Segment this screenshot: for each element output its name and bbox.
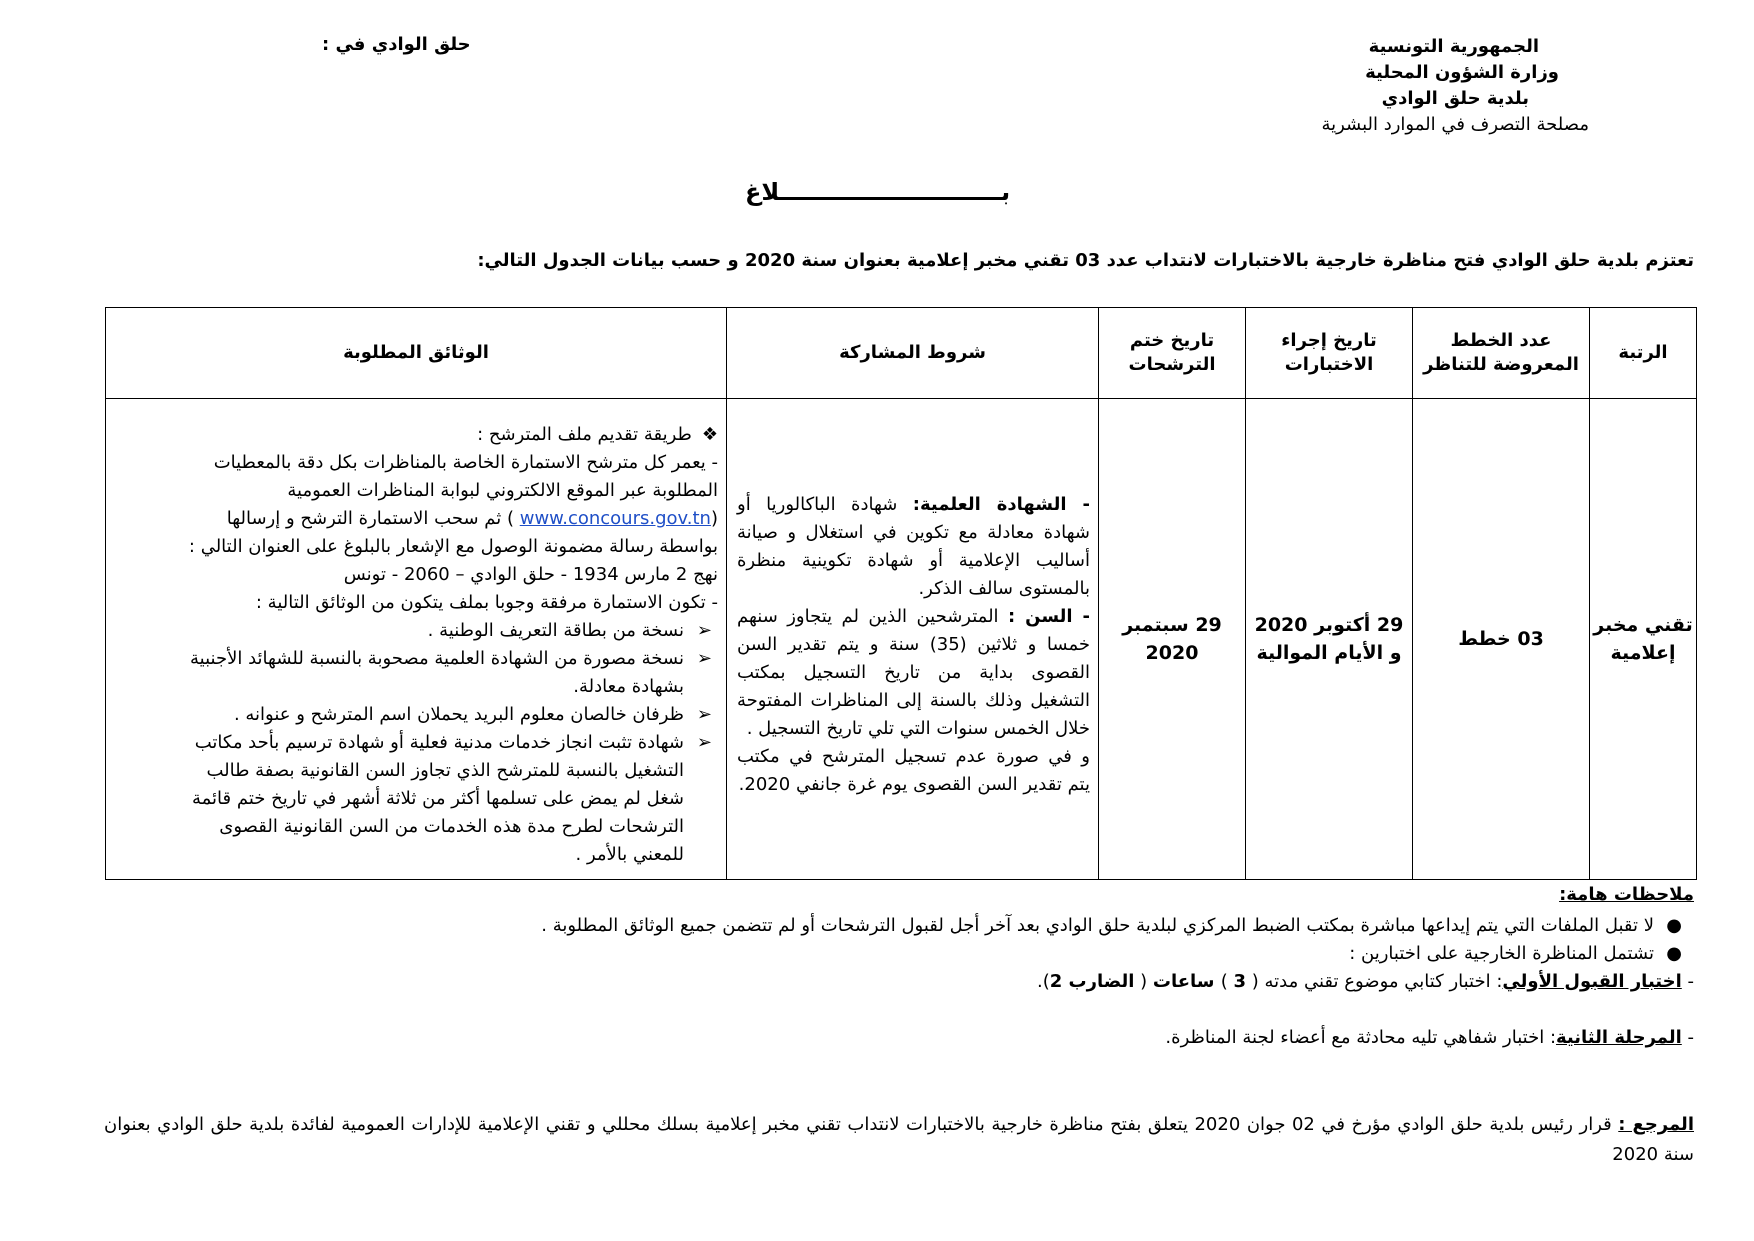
reference-label: المرجع : bbox=[1618, 1114, 1694, 1135]
stage-2-line: - المرحلة الثانية: اختبار شفاهي تليه محادثة مع أعضاء لجنة المناظرة. bbox=[1165, 1027, 1694, 1048]
list-item: ➢ ظرفان خالصان معلوم البريد يحملان اسم المترشح و عنوانه . bbox=[186, 701, 718, 729]
stage-1-hours-word: ساعات bbox=[1152, 971, 1221, 992]
stage-1-coef: الضارب 2 bbox=[1049, 971, 1135, 992]
cell-conditions bbox=[727, 399, 1099, 880]
reference-paragraph bbox=[104, 1110, 1694, 1170]
notes-section bbox=[94, 912, 1694, 1052]
header-close-date: تاريخ ختم الترشحات bbox=[1099, 308, 1246, 399]
arrow-bullet-icon: ➢ bbox=[696, 648, 712, 669]
arrow-bullet-icon: ➢ bbox=[696, 732, 712, 753]
documents-paragraph-2: - تكون الاستمارة مرفقة وجوبا بملف يتكون من الوثائق التالية : bbox=[255, 592, 718, 613]
cell-plans: 03 خطط bbox=[1413, 399, 1590, 880]
department-line: مصلحة التصرف في الموارد البشرية bbox=[1321, 114, 1589, 135]
condition-certificate bbox=[737, 491, 1090, 603]
certificate-label: - الشهادة العلمية: bbox=[912, 494, 1090, 515]
stage-1-text: اختبار كتابي موضوع تقني مدته ( bbox=[1246, 971, 1491, 992]
spacer bbox=[94, 996, 1694, 1024]
documents-p1-after: ) ثم سحب الاستمارة الترشح و إرسالها بواسطة رسالة مضمونة الوصول مع الإشعار بالبلوغ على العنوان التالي : نهج 2 مارس 1934 - حلق الوادي – 2060 - تونس bbox=[188, 508, 718, 585]
documents-paragraph-1 bbox=[186, 449, 718, 589]
stage-1-label: اختبار القبول الأولي bbox=[1502, 971, 1682, 992]
place-date: حلق الوادي في : bbox=[322, 34, 471, 55]
condition-age bbox=[737, 603, 1090, 743]
intro-paragraph: تعتزم بلدية حلق الوادي فتح مناظرة خارجية بالاختبارات لانتداب عدد 03 تقني مخبر إعلامية بعنوان سنة 2020 و حسب بيانات الجدول التالي: bbox=[477, 250, 1694, 271]
documents-p1-before: - يعمر كل مترشح الاستمارة الخاصة بالمناظرات بكل دقة بالمعطيات المطلوبة عبر الموقع الالكتروني لبوابة المناظرات العمومية ( bbox=[213, 452, 718, 529]
bullet-dot-icon: ● bbox=[1666, 915, 1682, 936]
bullet-dot-icon: ● bbox=[1666, 943, 1682, 964]
header-conditions: شروط المشاركة bbox=[727, 308, 1099, 399]
list-item: ➢ نسخة من بطاقة التعريف الوطنية . bbox=[186, 617, 718, 645]
republic-line: الجمهورية التونسية bbox=[1368, 36, 1539, 57]
age-text: المترشحين الذين لم يتجاوز سنهم خمسا و ثلاثين (35) سنة و يتم تقدير السن القصوى بداية من تاريخ التسجيل بمكتب التشغيل وذلك بالسنة إلى المناظرات المفتوحة خلال الخمس سنوات التي تلي تاريخ التسجيل . bbox=[737, 606, 1090, 739]
table-header-row bbox=[106, 308, 1697, 399]
table-row bbox=[106, 399, 1697, 880]
header-rank: الرتبة bbox=[1590, 308, 1697, 399]
competition-table bbox=[105, 307, 1697, 880]
stage-1-line: - اختبار القبول الأولي: اختبار كتابي موضوع تقني مدته ( 3 ) ساعات ( الضارب 2). bbox=[1036, 971, 1694, 992]
age-label: - السن : bbox=[1007, 606, 1090, 627]
condition-extra: و في صورة عدم تسجيل المترشح في مكتب يتم تقدير السن القصوى يوم غرة جانفي 2020. bbox=[737, 746, 1090, 795]
ministry-line: وزارة الشؤون المحلية bbox=[1365, 62, 1559, 83]
arrow-bullet-icon: ➢ bbox=[696, 620, 712, 641]
header-plans: عدد الخطط المعروضة للتناظر bbox=[1413, 308, 1590, 399]
cell-documents bbox=[106, 399, 727, 880]
method-title: طريقة تقديم ملف المترشح : bbox=[477, 424, 692, 445]
certificate-text: شهادة الباكالوريا أو شهادة معادلة مع تكوين في استغلال و صيانة أساليب الإعلامية أو شهادة تكوينية منظرة بالمستوى سالف الذكر. bbox=[737, 494, 1090, 599]
arrow-bullet-icon: ➢ bbox=[696, 704, 712, 725]
cell-close-date: 29 سبتمبر 2020 bbox=[1099, 399, 1246, 880]
reference-text: قرار رئيس بلدية حلق الوادي مؤرخ في 02 جوان 2020 يتعلق بفتح مناظرة خارجية بالاختبارات لانتداب تقني مخبر إعلامية بسلك محللي و تقني الإعلامية للإدارات العمومية لفائدة بلدية حلق الوادي بعنوان سنة 2020 bbox=[104, 1114, 1694, 1165]
stage-1-hours: 3 bbox=[1233, 971, 1247, 992]
header-institution-block bbox=[1321, 34, 1589, 138]
note-bullet: ● تشتمل المناظرة الخارجية على اختبارين : bbox=[94, 940, 1694, 968]
list-item: ➢ شهادة تثبت انجاز خدمات مدنية فعلية أو شهادة ترسيم بأحد مكاتب التشغيل بالنسبة للمترشح الذي تجاوز السن القانونية بصفة طالب شغل لم يمض على تسلمها أكثر من ثلاثة أشهر في تاريخ ختم قائمة الترشحات لطرح مدة هذه الخدمات من السن القانونية القصوى للمعني بالأمر . bbox=[186, 729, 718, 869]
stage-2-label: المرحلة الثانية bbox=[1556, 1027, 1682, 1048]
header-exam-date: تاريخ إجراء الاختبارات bbox=[1246, 308, 1413, 399]
list-item: ➢ نسخة مصورة من الشهادة العلمية مصحوبة بالنسبة للشهائد الأجنبية بشهادة معادلة. bbox=[186, 645, 718, 701]
stage-2-text: اختبار شفاهي تليه محادثة مع أعضاء لجنة المناظرة. bbox=[1165, 1027, 1545, 1048]
municipality-line: بلدية حلق الوادي bbox=[1381, 88, 1529, 109]
diamond-bullet-icon: ❖ bbox=[701, 424, 718, 445]
note-bullet: ● لا تقبل الملفات التي يتم إيداعها مباشرة بمكتب الضبط المركزي لبلدية حلق الوادي بعد آخر أجل لقبول الترشحات أو لم تتضمن جميع الوثائق المطلوبة . bbox=[94, 912, 1694, 940]
notes-title: ملاحظات هامة: bbox=[1559, 884, 1694, 905]
cell-exam-date: 29 أكتوبر 2020 و الأيام الموالية bbox=[1246, 399, 1413, 880]
notice-title: بـــــــــــــــــــــــــــلاغ bbox=[745, 178, 1011, 206]
method-title-line bbox=[186, 421, 718, 449]
cell-rank: تقني مخبر إعلامية bbox=[1590, 399, 1697, 880]
header-documents: الوثائق المطلوبة bbox=[106, 308, 727, 399]
concours-portal-link[interactable]: www.concours.gov.tn bbox=[519, 508, 711, 529]
